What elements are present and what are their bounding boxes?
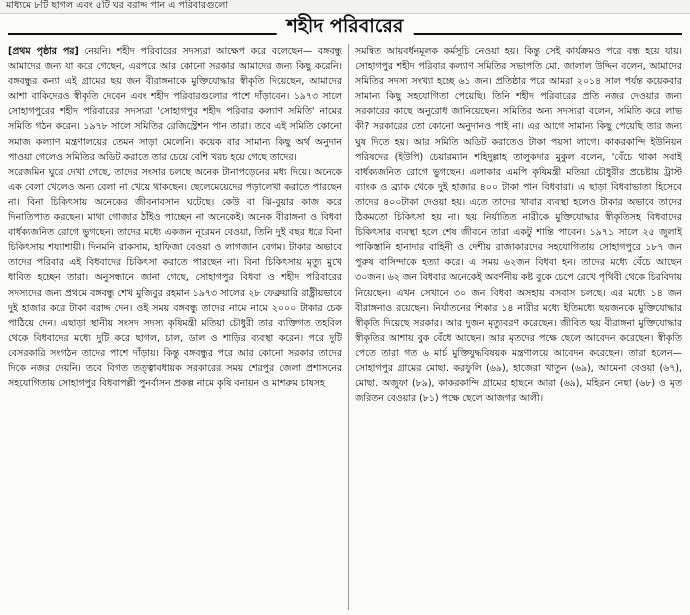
- right-column: [355, 44, 682, 614]
- left-column: [8, 44, 342, 614]
- left-paragraph-1: [8, 44, 342, 165]
- right-paragraph-1: সমন্বিত আয়বর্ধনমূলক কর্মসূচি নেওয়া হয়। কিন্তু সেই কার্যক্রমও পরে বন্ধ হয়ে যায়। সোহাগপুর শহীদ পরিবার কল্যাণ সমিতির সভাপতি মো. জালাল উদ্দিন বলেন, আমাদের সমিতির সদস্য সংখ্যা হচ্ছে ৬১ জন। প্রতিষ্ঠার পরে আমরা ২০১৪ সাল পর্যন্ত কয়েকবার সামান্য কিছু সহযোগিতা পেয়েছি। তিনি শহীদ পরিবারের প্রতি নজর দেওয়ার জন্য সরকারের কাছে অনুরোধ জানিয়েছেন। সমিতির অন্য সদস্যরা বলেন, সমিতি করে লাভ কী? সরকারের তো কোনো অনুদানও পাই না। এর আগে সামান্য কিছু পেয়েছি তার জন্য ঘুষ দিতে হয়। আর সমিতি অডিট করাতেও টাকা পয়সা লাগে। কাকরকান্দি ইউনিয়ন পরিষদের (ইউপি) চেয়ারম্যান শহিদুল্লাহ তালুকদার মুকুল বলেন, 'বেঁচে থাকা সবাই বার্ধক্যজনিত রোগে ভুগছেন। এলাকার এমপি কৃষিমন্ত্রী মতিয়া চৌধুরীর প্রচেষ্টায় ট্রাস্ট ব্যাংক ও ব্র্যাক থেকে দুই হাজার ৪০০ টাকা পান বিধবারা। এ ছাড়া বিধবাভাতা হিসেবে তাদের ৪০০টাকা দেওয়া হয়। এতে তাদের খাবার ব্যবস্থা হলেও টাকার অভাবে তাদের ঠিকমতো চিকিৎসা হয় না। ছয় নির্যাতিত নারীকে মুক্তিযোদ্ধার স্বীকৃতিসহ বিধবাদের চিকিৎসার ব্যবস্থা হলে শেষ জীবনে তারা একটু শান্তি পাবেন। ১৯৭১ সালে ২৫ জুলাই পাকিস্তানি হানাদার বাহিনী ও দেশীয় রাজাকারদের সহযোগিতায় সোহাগপুরে ১৮৭ জন পুরুষ বাসিন্দাকে হত্যা করে। এ সময় ৬২জন বিধবা হন। তাদের মধ্যে বেঁচে আছেন ৩০জন। ৬২ জন বিধবার অনেকেই অবর্ণনীয় কষ্ট বুকে চেপে রেখে পৃথিবী থেকে চিরবিদায় নিয়েছেন। এখন সেখানে ৩০ জন বিধবা অসহায় বসবাস চলছে। এর মধ্যে ১৪ জন বীরাঙ্গনাও রয়েছেন। নির্যাতনের শিকার ১৪ নারীর মধ্যে ইতিমধ্যে ছয়জনকে মুক্তিযোদ্ধার স্বীকৃতি দিয়েছে সরকার। আর দুজন মৃত্যুবরণ করেছেন। জীবিত ছয় বীরাঙ্গনা মুক্তিযোদ্ধার স্বীকৃতির আশায় বুক বেঁধে আছেন। আর মৃতদের পক্ষে ছেলে আবেদন করেছেন। স্বীকৃতি পেতে তারা গত ৬ মার্চ মুক্তিযুদ্ধবিষয়ক মন্ত্রণালয়ে আবেদন করেছেন। তারা হলেন—সোহাগপুর গ্রামের মোছা. করফুলি (৬৯), হাজেরা খাতুন (৬৯), আমেনা বেওয়া (৬৭), মোছা. অজুফা (৮৯), কাকরকান্দি গ্রামের হাছনে আরা (৬৯), মহিরন নেছা (৬৮) ও মৃত জরিতন বেওয়ার (৮১) পক্ষে ছেলে আজগর আলী।: [355, 46, 682, 405]
- column-divider: [348, 44, 349, 610]
- left-paragraph-2: সরেজমিন ঘুরে দেখা গেছে, তাদের সংসার চলছে অনেক টানাপড়েনের মধ্য দিয়ে। অনেকে এক বেলা খেলেও অন্য বেলা না খেয়ে থাকছেন। ছেলেমেয়েদের পড়ালেখা করাতে পারছেন না। বিনা চিকিৎসায় অনেকের জীবনাবসান ঘটেছে। কেউ বা ঝি-বুয়ার কাজ করে দিনাতিপাত করছেন। মাথা গোজার ঠাঁইও পাচ্ছেন না অনেকেই। অনেক বীরাঙ্গনা ও বিধবা বার্ধক্যজনিত রোগে ভুগছেন। তাদের মধ্যে একজন নূরেমন বেওয়া, তিনি দুই বছর ধরে বিনা চিকিৎসায় শয্যাশায়ী। দিনমনি রাকসাম, হাফিজা বেওয়া ও লাগজান বেগম। টাকার অভাবে তাদের পরিবার এই বিধবাদের চিকিৎসা করাতে পারছেন না। বিনা চিকিৎসায় মৃত্যু মুখে ধাবিত হচ্ছেন তারা। অনুসন্ধানে জানা গেছে, সোহাগপুর বিধবা ও শহীদ পরিবারের সদস্যদের জন্য প্রথমে বঙ্গবন্ধু শেখ মুজিবুর রহমান ১৯৭৩ সালের ২৮ ফেব্রুয়ারি রাষ্ট্রীয়ভাবে দুই হাজার করে টাকা বরাদ্দ দেন। ওই সময় বঙ্গবন্ধু তাদের নামে নামে ২০০০ টাকার চেক পাঠিয়ে দেন। এছাড়া স্থানীয় সংসদ সদস্য কৃষিমন্ত্রী মতিয়া চৌধুরী তার ব্যক্তিগত তহবিল থেকে বিধবাদের মধ্যে দুটি করে ছাগল, চাল, ডাল ও শাড়ির ব্যবস্থা করেন। পরে দুটি বেসরকারি সংগঠন তাদের পাশে দাঁড়ায়। কিন্তু বঙ্গবন্ধুর পরে আর কোনো সরকার তাদের দিকে নজর দেয়নি। তবে বিগত তত্ত্বাবধায়ক সরকারের সময় শেরপুর জেলা প্রশাসনের সহযোগিতায় সোহাগপুর বিধবাপল্লী পুনর্বাসন প্রকল্প নামে কৃষি বনায়ন ও মাশরুম চাষসহ: [8, 166, 342, 390]
- left-paragraph-1-text: নেয়নি। শহীদ পরিবারের সদস্যরা আক্ষেপ করে বলেছেন— বঙ্গবন্ধু আমাদের জন্য যা করে গেছেন, এরপরে আর কোনো সরকার আমাদের জন্য কিছু করেনি। বঙ্গবন্ধুর কন্যা এই গ্রামের ছয় জন বীরাঙ্গনাকে মুক্তিযোদ্ধার স্বীকৃতি দিয়েছেন, আমাদের আশা বাকিদেরও স্বীকৃতি দেবেন এবং শহীদ পরিবারগুলোর পাশে দাঁড়াবেন। ১৯৭৩ সালে সোহাগপুরের শহীদ পরিবারের সদস্যরা 'সোহাগপুর শহীদ পরিবার কল্যাণ সমিতি' নামের সমিতি গঠন করেন। ১৯৭৮ সালে সমিতির রেজিস্ট্রেশন পান তারা। তবে এই সমিতি কোনো সমাজ কল্যাণ মন্ত্রণালয়ের তেমন সাড়া মেলেনি। কয়েক বার সামান্য কিছু অর্থ অনুদান পাওয়া গেলেও সমিতির অডিট করাতে তার চেয়ে বেশি খরচ হয়ে গেছে তাদের।: [8, 46, 342, 163]
- article-headline: শহীদ পরিবারের: [277, 15, 414, 37]
- headline-area: [0, 14, 690, 40]
- previous-article-strip: মাধ্যমে ৮টি ছাগল এবং ৫টি ঘর বরাদ্দ পান এ পরিবারগুলো: [0, 0, 690, 14]
- continuation-lead: [প্রথম পৃষ্ঠার পর]: [8, 46, 79, 57]
